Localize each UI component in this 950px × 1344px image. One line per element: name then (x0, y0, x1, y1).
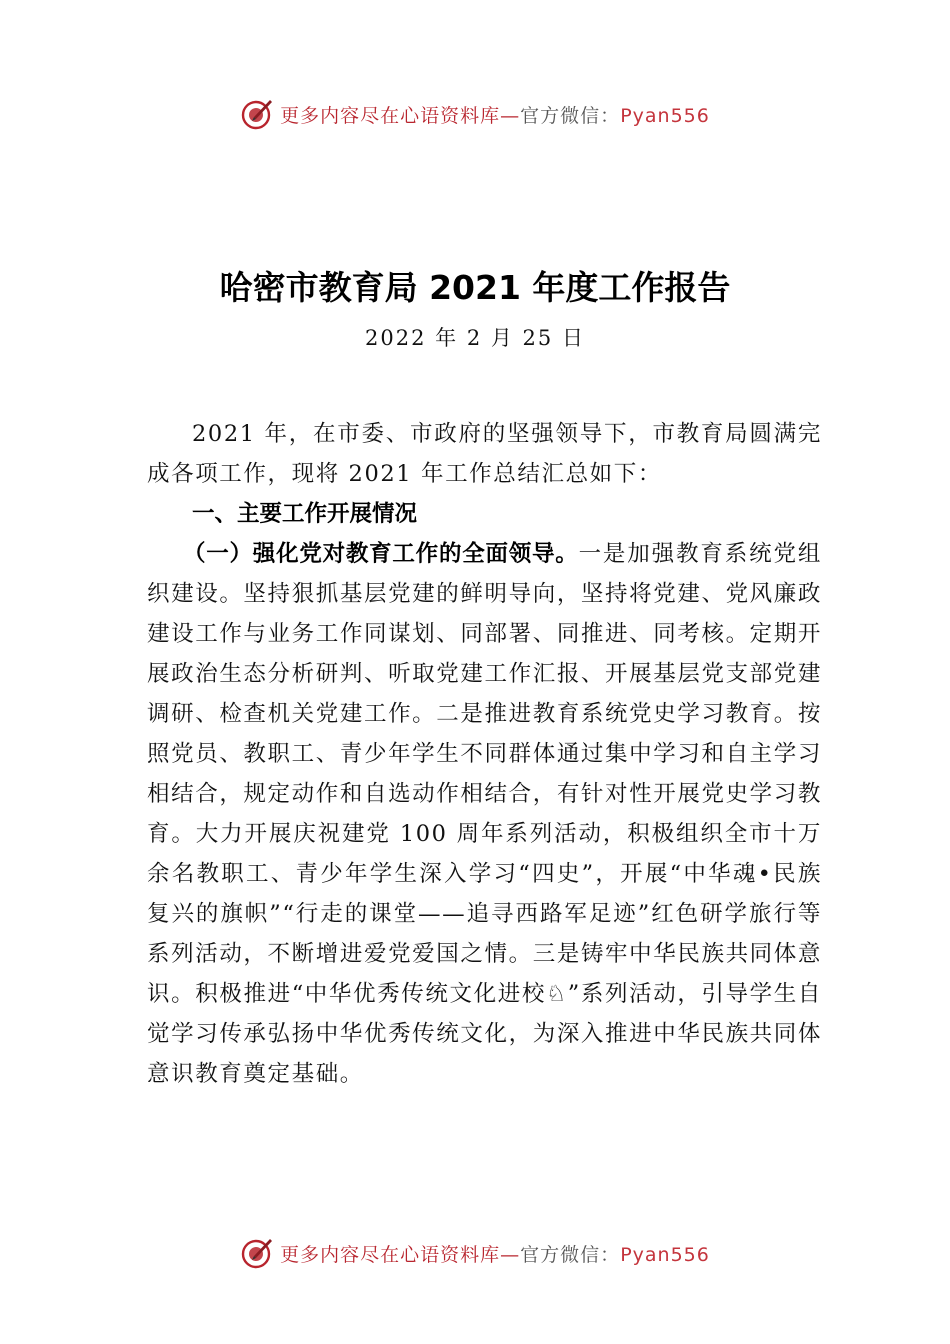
document-title: 哈密市教育局 2021 年度工作报告 (219, 268, 731, 307)
document-body (147, 414, 822, 1094)
banner-wechat-id: Pyan556 (620, 104, 710, 127)
subsection-lead: （一）强化党对教育工作的全面领导。 (183, 541, 579, 567)
banner-lead-text: 更多内容尽在心语资料库— (280, 1243, 521, 1266)
quill-seal-logo-icon (240, 97, 274, 131)
banner-wechat-label: 官方微信： (520, 1243, 621, 1266)
banner-wechat-label: 官方微信： (520, 104, 621, 127)
subsection-text: 一是加强教育系统党组织建设。坚持狠抓基层党建的鲜明导向，坚持将党建、党风廉政建设工作与业务工作同谋划、同部署、同推进、同考核。定期开展政治生态分析研判、听取党建工作汇报、开展基层党支部党建调研、检查机关党建工作。二是推进教育系统党史学习教育。按照党员、教职工、青少年学生不同群体通过集中学习和自主学习相结合，规定动作和自选动作相结合，有针对性开展党史学习教育。大力开展庆祝建党 100 周年系列活动，积极组织全市十万余名教职工、青少年学生深入学习“四史”，开展“中华魂•民族复兴的旗帜”“行走的课堂——追寻西路军足迹”红色研学旅行等系列活动，不断增进爱党爱国之情。三是铸牢中华民族共同体意识。积极推进“中华优秀传统文化进校♘”系列活动，引导学生自觉学习传承弘扬中华优秀传统文化，为深入推进中华民族共同体意识教育奠定基础。 (147, 541, 822, 1087)
subsection-paragraph (147, 534, 822, 1094)
section-heading: 一、主要工作开展情况 (192, 501, 418, 527)
banner-wechat-id: Pyan556 (620, 1243, 710, 1266)
footer-watermark-banner (0, 1233, 950, 1273)
header-watermark-banner (0, 94, 950, 134)
document-date: 2022 年 2 月 25 日 (365, 326, 585, 350)
quill-seal-logo-icon (240, 1236, 274, 1270)
banner-text (280, 101, 710, 128)
banner-lead-text: 更多内容尽在心语资料库— (280, 104, 521, 127)
intro-paragraph: 2021 年，在市委、市政府的坚强领导下，市教育局圆满完成各项工作，现将 2021 年工作总结汇总如下： (147, 421, 822, 487)
banner-text (280, 1240, 710, 1267)
